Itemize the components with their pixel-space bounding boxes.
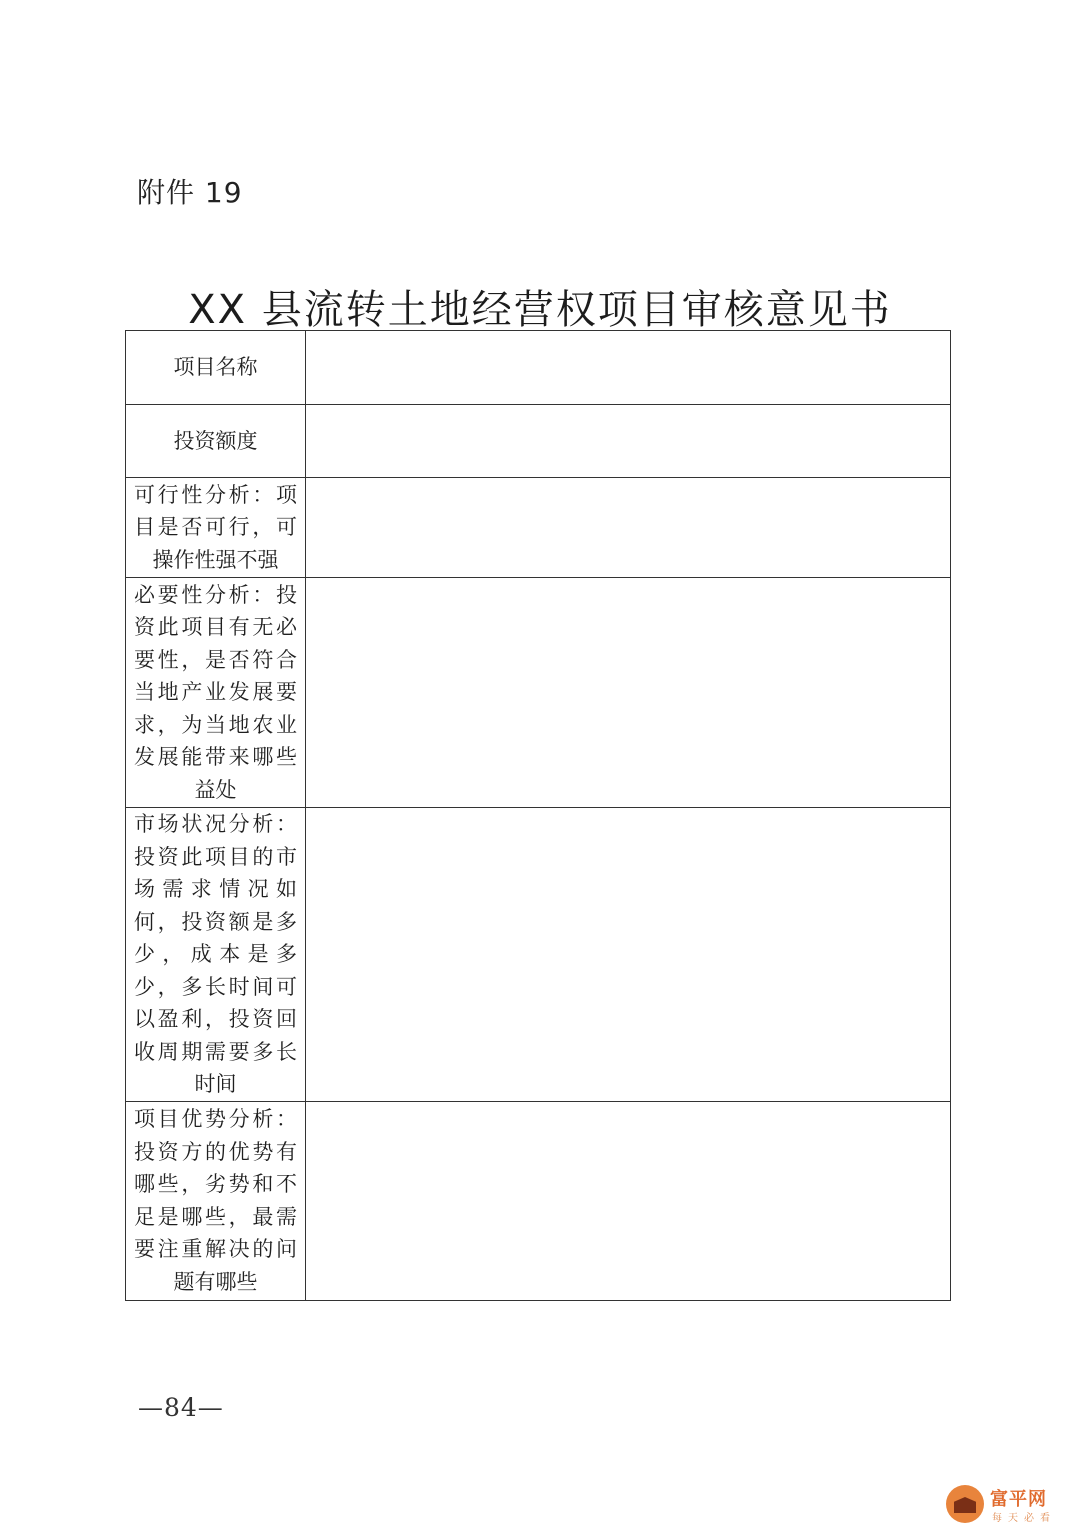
row-label: 项目名称 — [126, 331, 306, 405]
attachment-label: 附件 19 — [137, 176, 243, 209]
form-row-market — [126, 808, 951, 1102]
necessity-field[interactable] — [306, 578, 951, 808]
watermark-subtitle: 每天必看 — [992, 1513, 1056, 1524]
advantage-analysis-field[interactable] — [306, 1101, 951, 1300]
site-watermark — [946, 1483, 1056, 1525]
market-analysis-field[interactable] — [306, 808, 951, 1102]
form-row-necessity — [126, 578, 951, 808]
form-row-project-name — [126, 331, 951, 405]
row-label: 必要性分析：投资此项目有无必要性，是否符合当地产业发展要求，为当地农业发展能带来哪些益处 — [126, 578, 306, 808]
form-row-investment-amount — [126, 405, 951, 478]
document-title: XX 县流转土地经营权项目审核意见书 — [188, 287, 892, 333]
form-row-advantage — [126, 1101, 951, 1300]
watermark-name: 富平网 — [990, 1489, 1047, 1510]
row-label: 市场状况分析：投资此项目的市场需求情况如何，投资额是多少，成本是多少，多长时间可以盈利，投资回收周期需要多长时间 — [126, 808, 306, 1102]
investment-amount-field[interactable] — [306, 405, 951, 478]
feasibility-field[interactable] — [306, 478, 951, 578]
page-number: —84— — [138, 1393, 224, 1422]
row-label: 可行性分析：项目是否可行，可操作性强不强 — [126, 478, 306, 578]
project-name-field[interactable] — [306, 331, 951, 405]
row-label: 投资额度 — [126, 405, 306, 478]
form-row-feasibility — [126, 478, 951, 578]
review-form-table — [125, 330, 951, 1301]
watermark-logo-icon — [946, 1485, 984, 1523]
row-label: 项目优势分析：投资方的优势有哪些，劣势和不足是哪些，最需要注重解决的问题有哪些 — [126, 1101, 306, 1300]
